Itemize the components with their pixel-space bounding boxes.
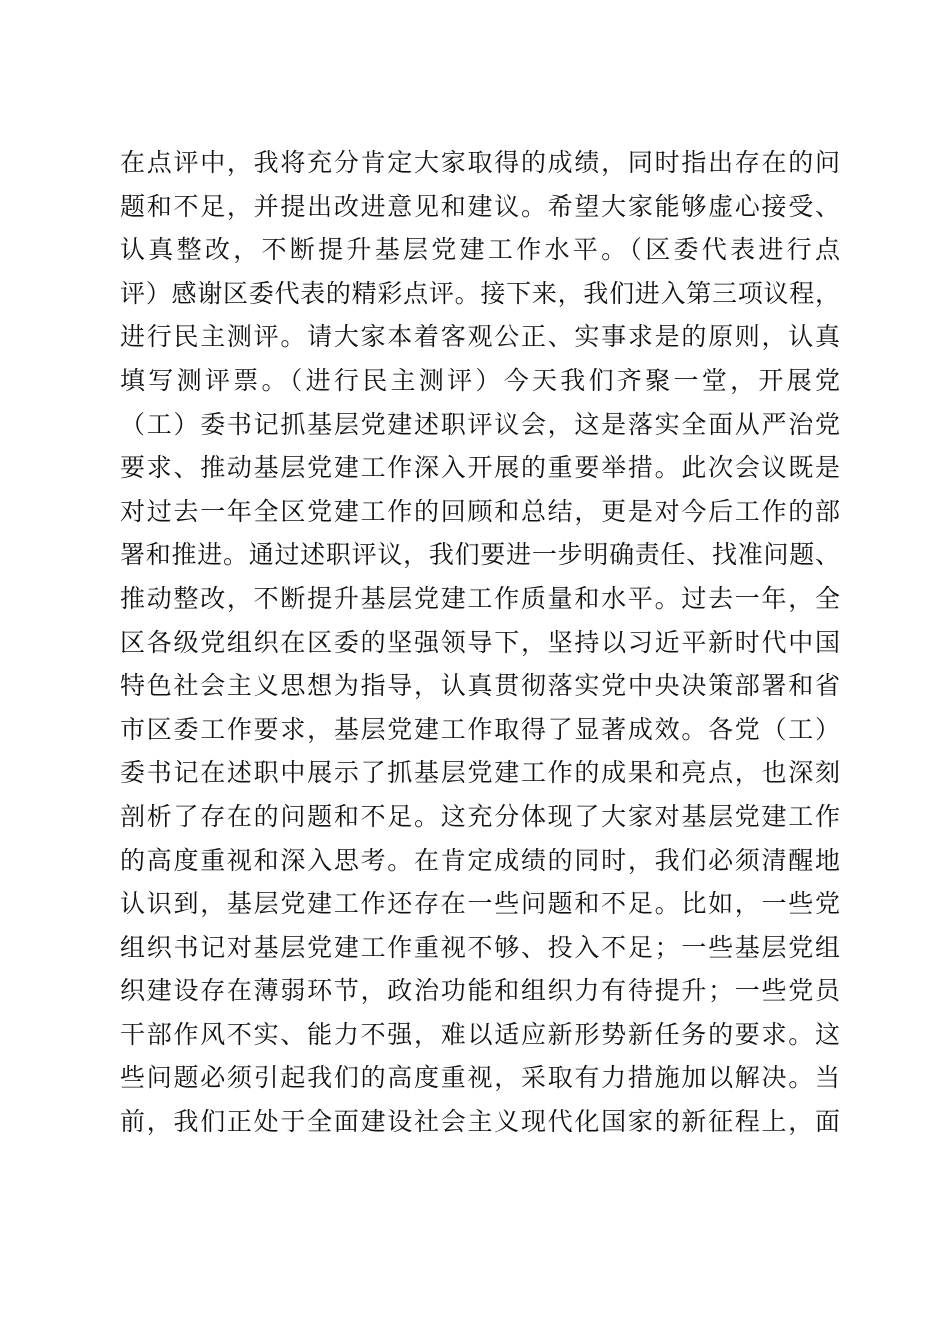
- text-line: 的高度重视和深入思考。在肯定成绩的同时，我们必须清醒地: [120, 845, 840, 875]
- text-line: 组织书记对基层党建工作重视不够、投入不足；一些基层党组: [120, 932, 840, 962]
- text-line: 推动整改，不断提升基层党建工作质量和水平。过去一年，全: [120, 583, 840, 613]
- body-paragraph: [120, 141, 840, 1144]
- text-line: 特色社会主义思想为指导，认真贯彻落实党中央决策部署和省: [120, 671, 840, 701]
- text-line: 评）感谢区委代表的精彩点评。接下来，我们进入第三项议程，: [120, 278, 840, 308]
- text-line: 认识到，基层党建工作还存在一些问题和不足。比如，一些党: [120, 889, 840, 919]
- text-line: 题和不足，并提出改进意见和建议。希望大家能够虚心接受、: [120, 191, 840, 221]
- text-line: 填写测评票。（进行民主测评）今天我们齐聚一堂，开展党: [120, 365, 840, 395]
- text-line: 织建设存在薄弱环节，政治功能和组织力有待提升；一些党员: [120, 976, 840, 1006]
- text-line: 剖析了存在的问题和不足。这充分体现了大家对基层党建工作: [120, 801, 840, 831]
- text-line: 市区委工作要求，基层党建工作取得了显著成效。各党（工）: [120, 714, 840, 744]
- text-line: 些问题必须引起我们的高度重视，采取有力措施加以解决。当: [120, 1063, 840, 1093]
- text-line: 进行民主测评。请大家本着客观公正、实事求是的原则，认真: [120, 322, 840, 352]
- text-line: 区各级党组织在区委的坚强领导下，坚持以习近平新时代中国: [120, 627, 840, 657]
- text-line: 认真整改，不断提升基层党建工作水平。（区委代表进行点: [120, 235, 840, 265]
- text-line: 委书记在述职中展示了抓基层党建工作的成果和亮点，也深刻: [120, 758, 840, 788]
- text-line: （工）委书记抓基层党建述职评议会，这是落实全面从严治党: [120, 409, 840, 439]
- text-line: 前，我们正处于全面建设社会主义现代化国家的新征程上，面: [120, 1107, 840, 1137]
- text-line: 干部作风不实、能力不强，难以适应新形势新任务的要求。这: [120, 1019, 840, 1049]
- text-line: 署和推进。通过述职评议，我们要进一步明确责任、找准问题、: [120, 540, 840, 570]
- text-line: 要求、推动基层党建工作深入开展的重要举措。此次会议既是: [120, 453, 840, 483]
- text-line: 在点评中，我将充分肯定大家取得的成绩，同时指出存在的问: [120, 148, 840, 177]
- text-line: 对过去一年全区党建工作的回顾和总结，更是对今后工作的部: [120, 496, 840, 526]
